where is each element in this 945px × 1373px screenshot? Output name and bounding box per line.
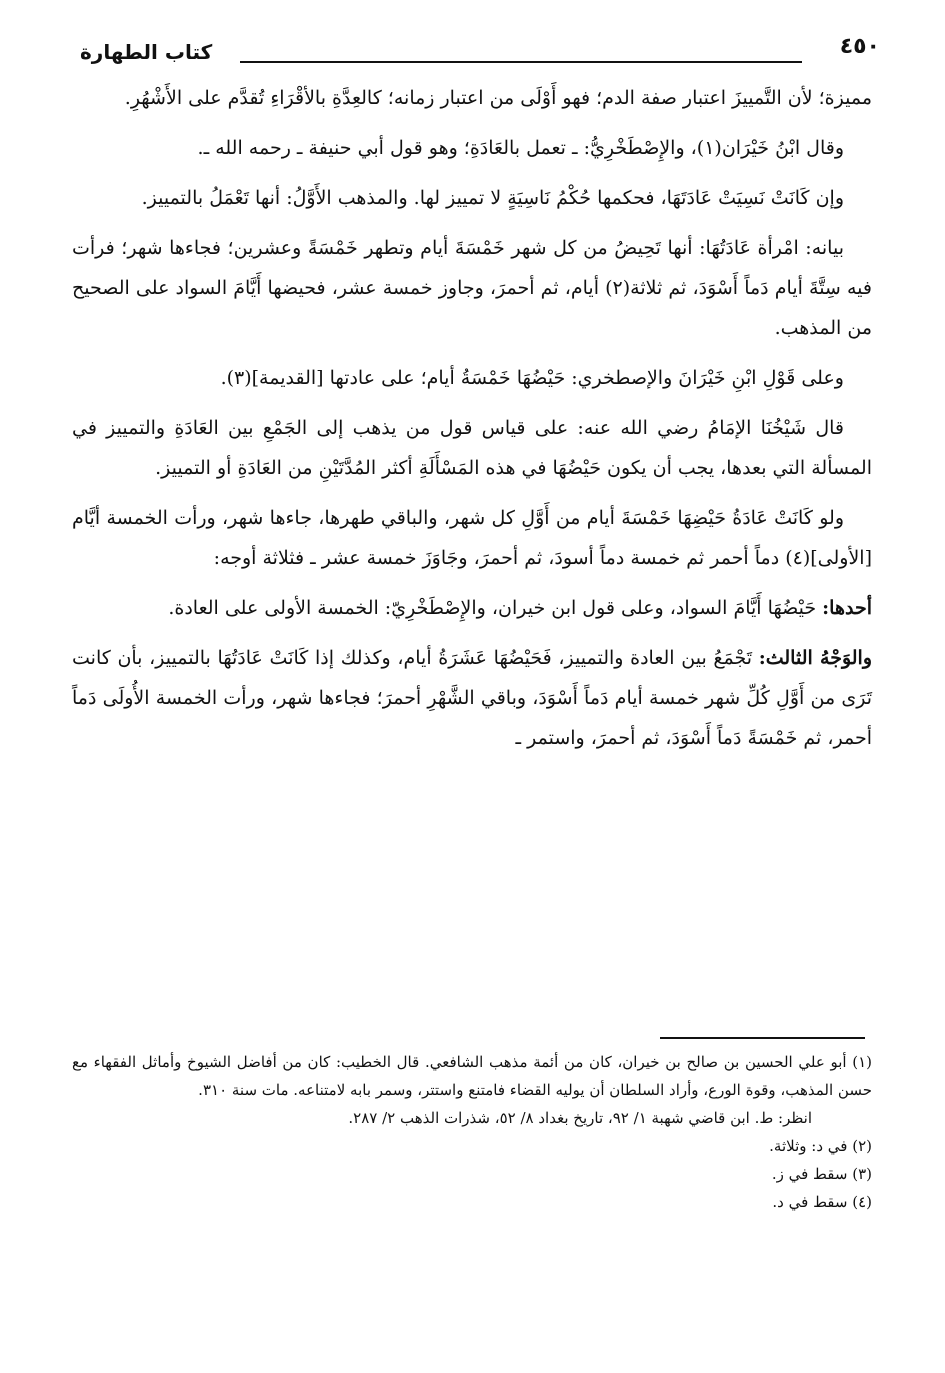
paragraph: ولو كَانَتْ عَادَةُ حَيْضِهَا خَمْسَةَ أيام من أَوَّلِ كل شهر، والباقي طهرها، جاءها شهر، ورأت الخمسة أيَّام [الأولى](٤) دماً أحمر ثم خمسة دماً أسودَ، ثم أحمرَ، وجَاوَزَ خمسة عشر ـ فثلاثة أوجه:: [72, 507, 872, 569]
paragraph: مميزة؛ لأن التَّمييزَ اعتبار صفة الدم؛ فهو أَوْلَى من اعتبار زمانه؛ كالعِدَّةِ بالأقْرَاءِ تُقدَّم على الأَشْهُرِ.: [124, 87, 872, 109]
footnote: (٣) سقط في ز.: [771, 1165, 872, 1183]
footnote: (٢) في د: وثلاثة.: [769, 1137, 872, 1155]
footnote: (١) أبو علي الحسين بن صالح بن خيران، كان من أئمة مذهب الشافعي. قال الخطيب: كان من أفاضل الشيوخ وأماثل الفقهاء مع حسن المذهب، وقوة الورع، وأراد السلطان أن يوليه القضاء فامتنع واستتر، وسمر بابه لامتناعه. مات سنة ٣١٠.: [72, 1053, 872, 1099]
footnotes: [72, 1048, 872, 1216]
paragraph: بيانه: امْرأة عَادَتُهَا: أنها تَحِيضُ من كل شهر خَمْسَةَ أيام وتطهر خَمْسَةً وعشرين؛ فجاءها شهر؛ فرأت فيه سِتَّةَ أيام دَماً أَسْوَدَ، ثم ثلاثة(٢) أيام، ثم أحمرَ، وجاوز خمسة عشر، فحيضها أَيَّامَ السواد على الصحيح من المذهب.: [72, 237, 872, 339]
paragraph: قال شَيْخُنَا الإمَامُ رضي الله عنه: على قياس قول من يذهب إلى الجَمْعِ بين العَادَةِ والتمييز في المسألة التي بعدها، يجب أن يكون حَيْضُهَا في هذه المَسْأَلَةِ أكثر المُدَّتَيْنِ من العَادَةِ أو التمييز.: [72, 417, 872, 479]
paragraph: أحدها: حَيْضُهَا أَيَّامَ السواد، وعلى قول ابن خيران، والإِصْطَخْرِيّ: الخمسة الأولى على العادة.: [168, 597, 872, 619]
footnote-source: انظر: ط. ابن قاضي شهبة ١/ ٩٢، تاريخ بغداد ٨/ ٥٢، شذرات الذهب ٢/ ٢٨٧.: [348, 1109, 812, 1127]
paragraph: وعلى قَوْلِ ابْنِ خَيْرَانَ والإصطخري: حَيْضُهَا خَمْسَةُ أيام؛ على عادتها [القديمة](٣).: [220, 367, 844, 389]
footnote-separator: [660, 1037, 865, 1039]
page-header: [80, 34, 880, 74]
footnote: (٤) سقط في د.: [772, 1193, 872, 1211]
paragraph: وإن كَانَتْ نَسِيَتْ عَادَتَهَا، فحكمها حُكْمُ نَاسِيَةٍ لا تمييز لها. والمذهب الأَوَّلُ: أنها تَعْمَلُ بالتمييز.: [141, 187, 844, 209]
running-title: كتاب الطهارة: [80, 40, 213, 64]
paragraph: وقال ابْنُ خَيْرَان(١)، والإِصْطَخْرِيُّ: ـ تعمل بالعَادَةِ؛ وهو قول أبي حنيفة ـ رحمه الله ـ.: [197, 137, 844, 159]
paragraph: والوَجْهُ الثالث: تَجْمَعُ بين العادة والتمييز، فَحَيْضُهَا عَشَرَةُ أيام، وكذلك إذا كَانَتْ عَادَتُهَا بالتمييز، بأن كانت تَرَى من أَوَّلِ كُلِّ شهر خمسة أيام دَماً أَسْوَدَ، وباقي الشَّهْرِ أحمرَ؛ فجاءها شهر، ورأت الخمسة الأُولَى دَماً أحمر، ثم خَمْسَةً دَماً أَسْوَدَ، ثم أحمرَ، واستمر ـ: [72, 647, 872, 749]
header-rule: [240, 61, 802, 63]
main-text: [72, 78, 872, 768]
paragraph-lead: والوَجْهُ الثالث:: [758, 647, 872, 669]
paragraph-lead: أحدها:: [822, 597, 872, 619]
page-number: ٤٥٠: [839, 34, 880, 59]
